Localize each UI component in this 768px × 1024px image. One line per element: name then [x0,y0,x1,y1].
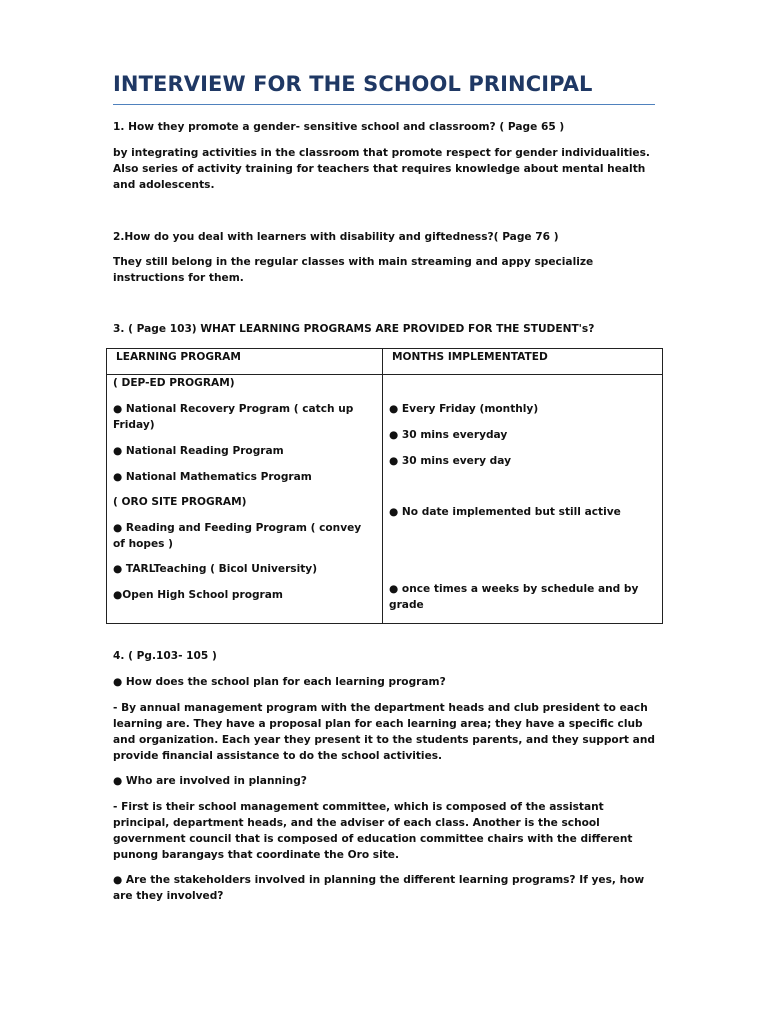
answer-1: by integrating activities in the classroom that promote respect for gender individualities. Also series of activity training for teachers that requires knowledge about mental health and adolescents. [113,147,650,191]
months-item: ● 30 mins every day [389,455,511,467]
header-months-implemented: MONTHS IMPLEMENTATED [383,349,663,375]
months-item: ● 30 mins everyday [389,429,508,441]
months-item: ● once times a weeks by schedule and by grade [389,583,639,611]
program-item: ● TARLTeaching ( Bicol University) [113,563,318,575]
program-item: ● Reading and Feeding Program ( convey of hopes ) [113,522,362,550]
question-2: 2.How do you deal with learners with disability and giftedness?( Page 76 ) [113,231,559,243]
question-4-sub-2: ● Who are involved in planning? [113,775,307,787]
months-item: ● No date implemented but still active [389,506,621,518]
question-4-heading: 4. ( Pg.103- 105 ) [113,650,217,662]
answer-4-2: - First is their school management committee, which is composed of the assistant principal, department heads, and the adviser of each class. Another is the school government council that is composed of education committee chairs with the different punong barangays that coordinate the Oro site. [113,801,633,861]
answer-2: They still belong in the regular classes with main streaming and appy specialize instructions for them. [113,256,594,284]
learning-programs-table [106,348,663,624]
program-item: ● National Mathematics Program [113,471,312,483]
program-item: ● National Reading Program [113,445,284,457]
program-item: ( ORO SITE PROGRAM) [113,496,247,508]
question-4-sub-1: ● How does the school plan for each learning program? [113,676,446,688]
question-1: 1. How they promote a gender- sensitive school and classroom? ( Page 65 ) [113,121,565,133]
table-row [107,375,663,624]
question-4-sub-3: ● Are the stakeholders involved in planning the different learning programs? If yes, how are they involved? [113,874,645,902]
question-3: 3. ( Page 103) WHAT LEARNING PROGRAMS ARE PROVIDED FOR THE STUDENT's? [113,323,595,335]
header-learning-program: LEARNING PROGRAM [107,349,383,375]
months-item: ● Every Friday (monthly) [389,403,539,415]
program-item: ● National Recovery Program ( catch up Friday) [113,403,354,431]
programs-cell [107,375,383,624]
title-underline [113,104,655,105]
table-header-row [107,349,663,375]
page-title: INTERVIEW FOR THE SCHOOL PRINCIPAL [113,72,593,96]
months-cell [383,375,663,624]
answer-4-1: - By annual management program with the department heads and club president to each learning are. They have a proposal plan for each learning area; they have a specific club and organization. Each year they present it to the students parents, and they support and provide financial assistance to do the school activities. [113,702,655,762]
program-item: ( DEP-ED PROGRAM) [113,377,235,389]
program-item: ●Open High School program [113,589,283,601]
